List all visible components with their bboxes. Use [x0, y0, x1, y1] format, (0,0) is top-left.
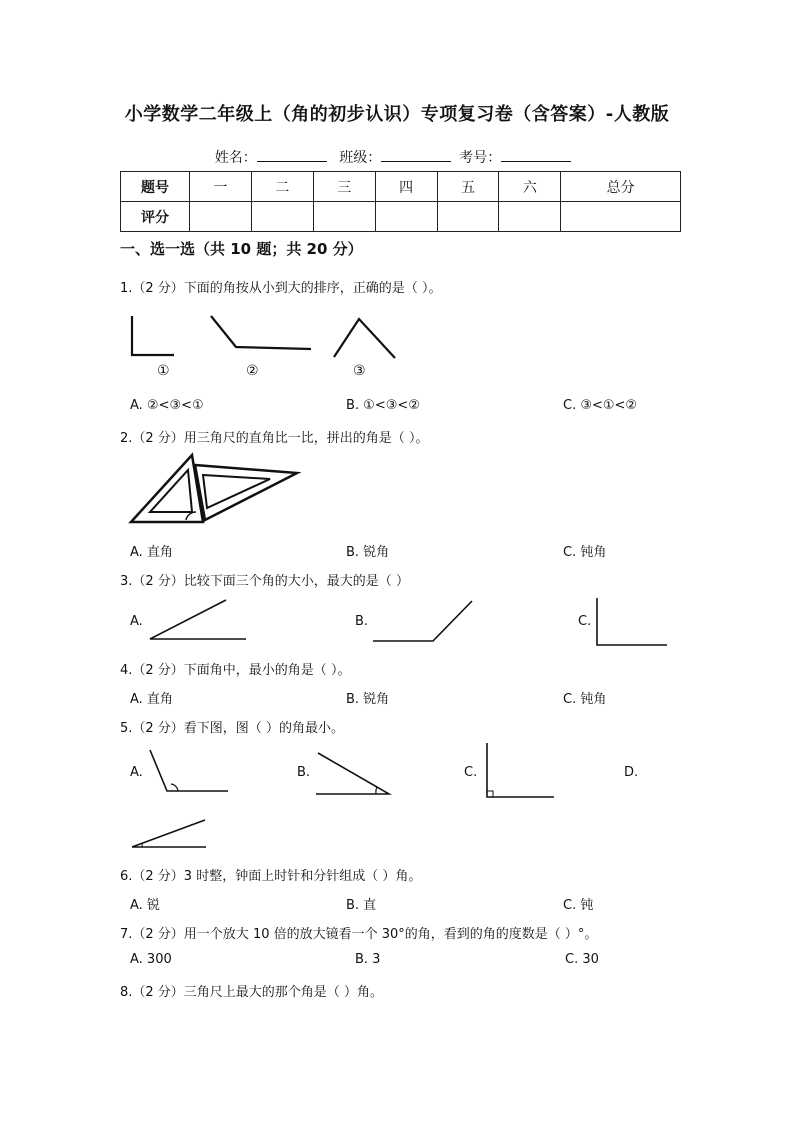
q6-option-c[interactable]: C. 钝 [563, 898, 594, 913]
q2-option-c[interactable]: C. 钝角 [563, 545, 607, 560]
q6-option-b[interactable]: B. 直 [346, 898, 377, 913]
q1-option-a[interactable]: A. ②<③<① [130, 398, 204, 413]
score-cell: 题号 [121, 172, 190, 202]
q7-option-a[interactable]: A. 300 [130, 952, 172, 967]
score-cell: 总分 [561, 172, 681, 202]
q5-angle-c [487, 743, 554, 797]
class-label: 班级： [339, 150, 382, 166]
score-cell: 二 [251, 172, 313, 202]
q7-option-c[interactable]: C. 30 [565, 952, 599, 967]
q5-figure-label-d[interactable]: D. [624, 765, 639, 780]
q4-option-a[interactable]: A. 直角 [130, 692, 173, 707]
q5-angle-b [316, 753, 389, 794]
exam-no-label: 考号： [459, 150, 502, 166]
q5-figure-label-b[interactable]: B. [297, 765, 311, 780]
q1-option-c[interactable]: C. ③<①<② [563, 398, 638, 413]
question-6-stem: 6.（2 分）3 时整，钟面上时针和分针组成（ ）角。 [120, 869, 422, 884]
score-cell: 四 [375, 172, 437, 202]
score-cell: 一 [190, 172, 252, 202]
q4-option-b[interactable]: B. 锐角 [346, 692, 390, 707]
figure-label-1: ① [157, 363, 170, 379]
section-heading: 一、选一选（共 10 题；共 20 分） [120, 240, 363, 258]
question-3-stem: 3.（2 分）比较下面三个角的大小，最大的是（ ） [120, 574, 409, 589]
question-5-stem: 5.（2 分）看下图，图（ ）的角最小。 [120, 721, 344, 736]
score-cell: 五 [437, 172, 499, 202]
page-title: 小学数学二年级上（角的初步认识）专项复习卷（含答案）-人教版 [124, 104, 670, 125]
q5-figure-label-a[interactable]: A. [130, 765, 143, 780]
question-7-stem: 7.（2 分）用一个放大 10 倍的放大镜看一个 30°的角，看到的角的度数是（ ）°。 [120, 927, 598, 942]
q3-figure-label-c[interactable]: C. [578, 614, 592, 629]
q4-option-c[interactable]: C. 钝角 [563, 692, 607, 707]
q6-option-a[interactable]: A. 锐 [130, 898, 160, 913]
q5-angle-d [132, 820, 206, 847]
figure-label-2: ② [246, 363, 259, 379]
q1-option-b[interactable]: B. ①<③<② [346, 398, 420, 413]
score-cell: 评分 [121, 202, 190, 232]
question-2-stem: 2.（2 分）用三角尺的直角比一比，拼出的角是（ ）。 [120, 431, 429, 446]
q2-option-a[interactable]: A. 直角 [130, 545, 173, 560]
q5-figure-label-c[interactable]: C. [464, 765, 478, 780]
q2-option-b[interactable]: B. 锐角 [346, 545, 390, 560]
q5-angle-a [150, 750, 228, 791]
q7-option-b[interactable]: B. 3 [355, 952, 381, 967]
score-cell: 六 [499, 172, 561, 202]
score-cell: 三 [313, 172, 375, 202]
name-label: 姓名： [214, 150, 257, 166]
question-4-stem: 4.（2 分）下面角中，最小的角是（ ）。 [120, 663, 351, 678]
q3-figure-label-a[interactable]: A. [130, 614, 143, 629]
question-1-stem: 1.（2 分）下面的角按从小到大的排序，正确的是（ ）。 [120, 281, 442, 296]
question-8-stem: 8.（2 分）三角尺上最大的那个角是（ ）角。 [120, 985, 383, 1000]
figure-label-3: ③ [353, 363, 366, 379]
q3-figure-label-b[interactable]: B. [355, 614, 369, 629]
